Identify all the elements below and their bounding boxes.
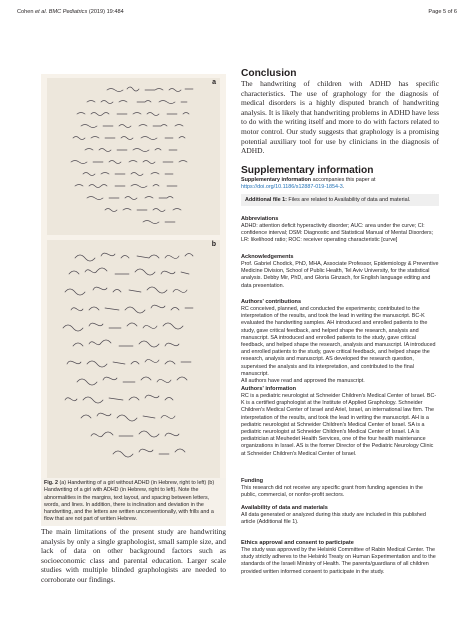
contributions-section (241, 299, 439, 385)
figure-2 (41, 74, 226, 484)
caption-text: (a) Handwriting of a girl without ADHD (in Hebrew, right to left) (b) Handwriting of a girl with ADHD (in Hebrew, right to left). Note the abnormalities in the margins, text layout, and spacing between letters, words, and lines. In addition, there is inclination and deviation in the handwriting, and the letters are written unconventionally, with frills and a flow that are not part of written Hebrew. (44, 480, 215, 523)
supplementary-section (241, 165, 439, 191)
page-number: Page 5 of 6 (428, 9, 457, 15)
acknowledgements-text: Prof. Gabriel Chodick, PhD, MHA, Associate Professor, Epidemiology & Preventive Medicine Division, School of Public Health, Tel Aviv University, for the statistical analysis. Debby Mir, PhD, and Gloria Ginzach, for English language editing and data presentation. (241, 261, 439, 289)
contributions-text: RC conceived, planned, and conducted the experiments; contributed to the interpretation of the results, and took the lead in writing the manuscript. BC-K evaluated the handwriting samples. AH introduced and enrolled patients to the study, gave critical feedback, and helped shape the research, analysis and manuscript. SA introduced and enrolled patients to the study, gave critical feedback, and helped shape the research, analysis and manuscript. IA introduced and enrolled patients to the study, gave critical feedback, and helped shape the research, analysis and manuscript. AS developed the research question, supervised the analysis and its interpretation, and contributed to the final manuscript. (241, 306, 436, 377)
availability-heading: Availability of data and materials (241, 505, 328, 511)
journal-citation: Cohen et al. BMC Pediatrics (2019) 19:484 (17, 9, 124, 15)
conclusion-paragraph: The handwriting of children with ADHD has specific characteristics. The use of graphology for the diagnosis of medical disorders is a highly disputed branch of handwriting analysis. It is likely that handwriting problems in ADHD have less to do with the writing itself and more to do with factors related to motor control. Our study suggests that graphology is a promising potential auxiliary tool for use by clinicians in the diagnosis of ADHD. (241, 79, 439, 156)
panel-label-b: b (211, 241, 216, 248)
caption-lead: Fig. 2 (44, 480, 58, 486)
supplementary-heading: Supplementary information (241, 165, 374, 176)
information-section (241, 386, 439, 458)
additional-file-text: Files are related to Availability of data and material. (286, 197, 411, 203)
panel-label-a: a (212, 79, 216, 86)
supplementary-doi-link[interactable]: https://doi.org/10.1186/s12887-019-1854-3 (241, 184, 343, 191)
availability-section (241, 505, 439, 526)
figure-caption (41, 478, 226, 526)
abbreviations-heading: Abbreviations (241, 216, 279, 222)
additional-file-lead: Additional file 1: (245, 197, 287, 203)
running-head (17, 9, 457, 19)
supplementary-paragraph: Supplementary information accompanies this paper at https://doi.org/10.1186/s12887-019-1854-3. (241, 177, 376, 191)
ethics-heading: Ethics approval and consent to participate (241, 540, 354, 546)
conclusion-heading: Conclusion (241, 68, 297, 79)
contributions-approval: All authors have read and approved the manuscript. (241, 378, 365, 385)
acknowledgements-section (241, 254, 439, 290)
information-heading: Authors' information (241, 386, 297, 392)
abbreviations-section (241, 216, 439, 245)
ethics-text: The study was approved by the Helsinki Committee of Rabin Medical Center. The study strictly adheres to the Helsinki Treaty on Human Experimentation and to the standards of the Israeli Ministry of Health. The parents/guardians of all children provided written informed consent to participate in the study. (241, 547, 436, 575)
conclusion-section (241, 68, 439, 156)
handwriting-panel-a (47, 78, 220, 235)
limitations-paragraph: The main limitations of the present study are handwriting analysis by only a single graphologist, small sample size, and lack of data on other background factors such as socioeconomic class and parental education. Larger scale studies with multiple blinded graphologists are needed to corroborate our findings. (41, 527, 226, 584)
ethics-section (241, 540, 439, 576)
acknowledgements-heading: Acknowledgements (241, 254, 294, 260)
funding-heading: Funding (241, 478, 264, 484)
handwriting-panel-b (47, 240, 220, 480)
handwriting-sample-b (47, 240, 220, 480)
availability-text: All data generated or analyzed during this study are included in this published article (Additional file 1). (241, 512, 426, 526)
abbreviations-text: ADHD: attention deficit hyperactivity disorder; AUC: area under the curve; CI: confidence interval; DSM: Diagnostic and Statistical Manual of Mental Disorders; LR: likelihood ratio; ROC: receiver operating characteristic [curve] (241, 223, 434, 244)
contributions-heading: Authors' contributions (241, 299, 302, 305)
handwriting-sample-a (47, 78, 220, 235)
additional-file-box[interactable] (241, 194, 439, 206)
funding-section (241, 478, 439, 499)
funding-text: This research did not receive any specific grant from funding agencies in the public, commercial, or nonfor-profit sectors. (241, 485, 423, 499)
information-text: RC is a pediatric neurologist at Schneider Children's Medical Center of Israel. BC-K is a certified graphologist at the Institute of Applied Graphology. Schneider Children's Medical Center of Israel and Ariel, Israel, an international law firm. The interpretation of the results, and took the lead in writing the manuscript. AH is a pediatric neurologist at Schneider Children's Medical Center of Israel. SA is a pediatric neurologist at Schneider Children's Medical Center of Israel. LA is pediatrician at Meuhedet Health Services, one of the four health maintenance organizations in Israel. AS is the former Director of the Pediatric Neurology Clinic at Schneider Children's Medical Center of Israel. (241, 393, 437, 457)
